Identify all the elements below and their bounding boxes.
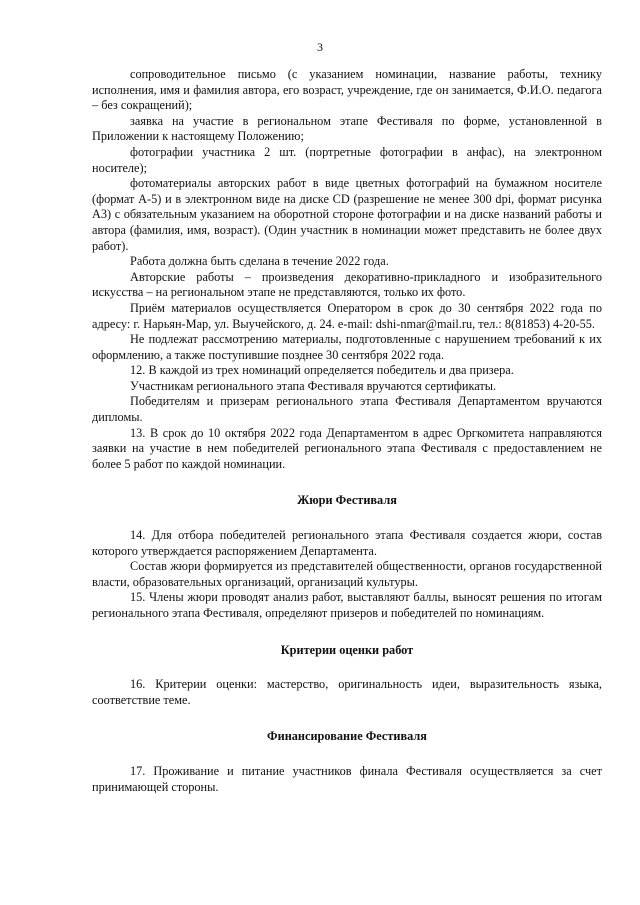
paragraph-rejection: Не подлежат рассмотрению материалы, подготовленные с нарушением требований к их оформлению, а также поступившие позднее 30 сентября 2022 года. [92,332,602,362]
paragraph-work-year: Работа должна быть сделана в течение 2022 года. [130,254,389,269]
paragraph-item-17: 17. Проживание и питание участников финала Фестиваля осуществляется за счет принимающей стороны. [92,763,602,794]
paragraph-application: заявка на участие в региональном этапе Фестиваля по форме, установленной в Приложении к настоящему Положению; [92,113,602,144]
document-body [92,67,602,795]
paragraph-work-photos: фотоматериалы авторских работ в виде цветных фотографий на бумажном носителе (формат А-5) и в электронном виде на диске CD (разрешение не менее 300 dpi, формат рисунка А3) с обязательным указанием на оборотной стороне фотографии и на диске названий работы и автора (фамилия, имя, возраст). (Один участник в номинации может представить не более двух работ). [92,176,602,253]
paragraph-item-13: 13. В срок до 10 октября 2022 года Департаментом в адрес Оргкомитета направляются заявки на участие в нем победителей регионального этапа Фестиваля с предоставлением не более 5 работ по каждой номинации. [92,425,602,471]
heading-jury: Жюри Фестиваля [297,493,397,508]
heading-criteria: Критерии оценки работ [280,642,414,657]
paragraph-diplomas: Победителям и призерам регионального этапа Фестиваля Департаментом вручаются дипломы. [92,394,602,425]
paragraph-participant-photos: фотографии участника 2 шт. (портретные фотографии в анфас), на электронном носителе); [92,144,602,175]
paragraph-jury-composition: Состав жюри формируется из представителей общественности, органов государственной власти, образовательных организаций, организаций культуры. [92,559,602,589]
paragraph-item-16: 16. Критерии оценки: мастерство, оригинальность идеи, выразительность языка, соответствие теме. [92,677,602,707]
paragraph-item-15: 15. Члены жюри проводят анализ работ, выставляют баллы, выносят решения по итогам регионального этапа Фестиваля, определяют призеров и победителей по номинациям. [92,590,602,620]
paragraph-submission-address: Приём материалов осуществляется Оператором в срок до 30 сентября 2022 года по адресу: г. Нарьян-Мар, ул. Выучейского, д. 24. e-mail: dshi-nmar@mail.ru, тел.: 8(81853) 4-20-55. [92,300,602,331]
heading-financing: Финансирование Фестиваля [267,729,427,744]
paragraph-item-12: 12. В каждой из трех номинаций определяется победитель и два призера. [130,363,514,378]
paragraph-cover-letter: сопроводительное письмо (с указанием номинации, название работы, технику исполнения, имя и фамилия автора, его возраст, учреждение, где он занимается, Ф.И.О. педагога – без сокращений); [92,67,602,113]
paragraph-certificates: Участникам регионального этапа Фестиваля вручаются сертификаты. [130,378,497,393]
paragraph-original-works: Авторские работы – произведения декоративно-прикладного и изобразительного искусства – на региональном этапе не представляются, только их фото. [92,269,602,300]
paragraph-item-14: 14. Для отбора победителей регионального этапа Фестиваля создается жюри, состав которого утверждается распоряжением Департамента. [92,528,602,558]
page-number: 3 [317,40,323,54]
